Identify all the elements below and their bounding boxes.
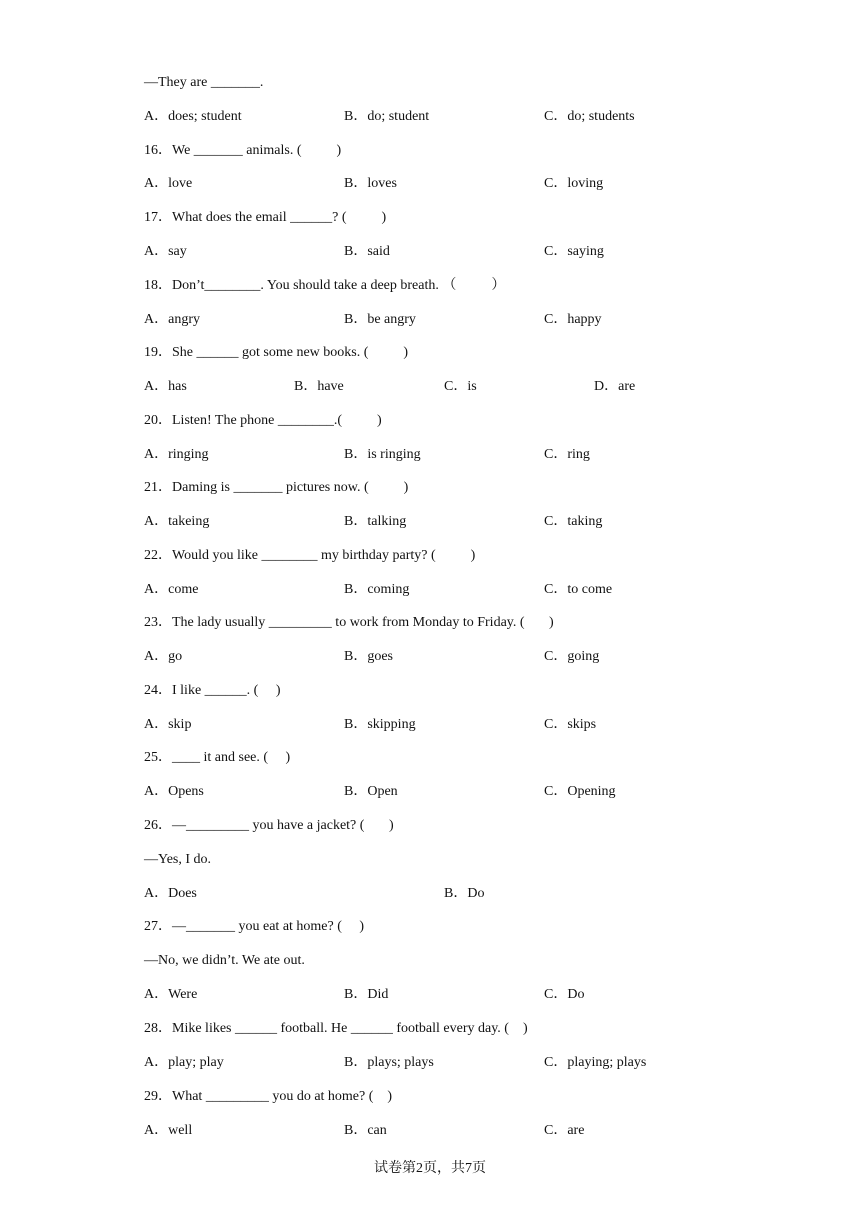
option-d: D．are <box>594 379 636 394</box>
option-c: C．are <box>544 1123 585 1138</box>
option-c: C．taking <box>544 514 603 529</box>
option-c: C．Opening <box>544 784 616 799</box>
question-26-stem: 26．—_________ you have a jacket? ( ) <box>144 818 394 833</box>
option-c: C．happy <box>544 312 602 327</box>
option-c: C．ring <box>544 447 590 462</box>
option-c: C．saying <box>544 244 604 259</box>
option-b: B．can <box>344 1123 387 1138</box>
option-a: A．angry <box>144 312 200 327</box>
question-25-stem: 25．____ it and see. ( ) <box>144 750 291 765</box>
option-a: A．come <box>144 582 199 597</box>
option-a: A．say <box>144 244 187 259</box>
question-20-stem: 20．Listen! The phone ________.( ) <box>144 413 382 428</box>
question-27-dialogue: —No, we didn’t. We ate out. <box>144 953 305 968</box>
option-b: B．loves <box>344 176 397 191</box>
option-c: C．to come <box>544 582 613 597</box>
option-b: B．is ringing <box>344 447 421 462</box>
question-21-stem: 21．Daming is _______ pictures now. ( ) <box>144 480 409 495</box>
option-c: C．is <box>444 379 477 394</box>
option-a: A．takeing <box>144 514 210 529</box>
question-18-stem: 18．Don’t________. You should take a deep breath. （ ） <box>144 278 506 293</box>
option-b: B．Did <box>344 987 389 1002</box>
question-16-stem: 16．We _______ animals. ( ) <box>144 143 342 158</box>
option-c: C．Do <box>544 987 585 1002</box>
option-a: A．well <box>144 1123 193 1138</box>
option-b: B．plays; plays <box>344 1055 434 1070</box>
question-24-stem: 24．I like ______. ( ) <box>144 683 281 698</box>
option-a: A．skip <box>144 717 192 732</box>
question-23-stem: 23．The lady usually _________ to work from Monday to Friday. ( ) <box>144 615 554 630</box>
option-a: A．does; student <box>144 109 242 124</box>
option-b: B．be angry <box>344 312 416 327</box>
option-b: B．coming <box>344 582 410 597</box>
option-c: C．playing; plays <box>544 1055 647 1070</box>
option-c: C．skips <box>544 717 597 732</box>
question-29-stem: 29．What _________ you do at home? ( ) <box>144 1089 393 1104</box>
option-b: B．goes <box>344 649 393 664</box>
option-a: A．Opens <box>144 784 204 799</box>
option-b: B．said <box>344 244 390 259</box>
option-a: A．love <box>144 176 193 191</box>
question-stem: —They are _______. <box>144 75 264 90</box>
question-19-stem: 19．She ______ got some new books. ( ) <box>144 345 409 360</box>
option-a: A．play; play <box>144 1055 224 1070</box>
question-17-stem: 17．What does the email ______? ( ) <box>144 210 387 225</box>
option-a: A．Does <box>144 886 197 901</box>
question-27-stem: 27．—_______ you eat at home? ( ) <box>144 919 365 934</box>
option-b: B．Open <box>344 784 398 799</box>
question-26-dialogue: —Yes, I do. <box>144 852 212 867</box>
option-a: A．ringing <box>144 447 209 462</box>
option-c: C．going <box>544 649 600 664</box>
page-footer: 试卷第2页，共7页 <box>374 1161 486 1176</box>
question-28-stem: 28．Mike likes ______ football. He ______ football every day. ( ) <box>144 1021 528 1036</box>
option-b: B．Do <box>444 886 485 901</box>
option-b: B．talking <box>344 514 407 529</box>
question-22-stem: 22．Would you like ________ my birthday party? ( ) <box>144 548 476 563</box>
option-c: C．do; students <box>544 109 635 124</box>
option-b: B．have <box>294 379 344 394</box>
option-a: A．has <box>144 379 187 394</box>
option-a: A．go <box>144 649 183 664</box>
option-b: B．do; student <box>344 109 430 124</box>
option-c: C．loving <box>544 176 604 191</box>
option-a: A．Were <box>144 987 198 1002</box>
option-b: B．skipping <box>344 717 416 732</box>
